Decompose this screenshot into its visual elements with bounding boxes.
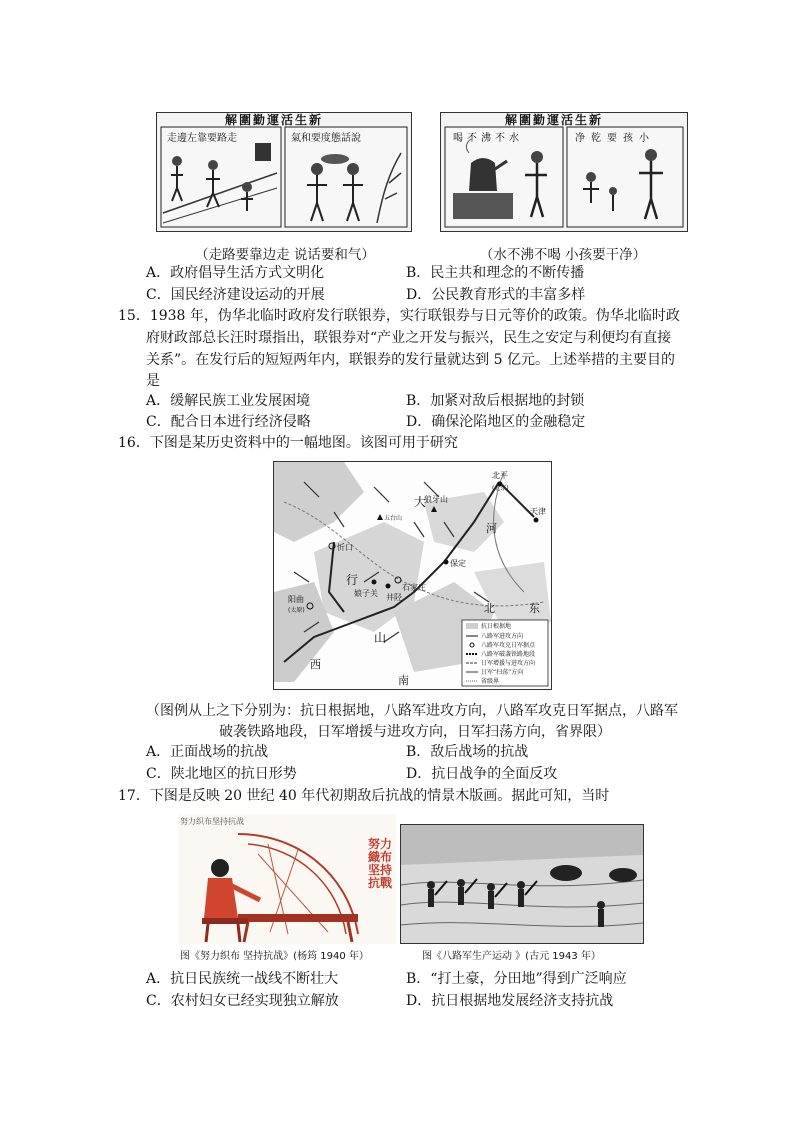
q17-print-right	[400, 824, 644, 944]
q17-caption-right: 图《八路军生产运动 》(古元 1943 年）	[422, 951, 601, 962]
q17-stem: 17．下图是反映 20 世纪 40 年代初期敌后抗战的情景木版画。据此可知，当时	[118, 788, 610, 804]
q16-option-a[interactable]: A．正面战场的抗战	[146, 744, 269, 760]
map-label-jingxing: 井陉	[386, 593, 402, 602]
q14-option-a[interactable]: A．政府倡导生活方式文明化	[146, 265, 325, 281]
q16-stem: 16．下图是某历史资料中的一幅地图。该图可用于研究	[118, 435, 458, 451]
q15-stem-line-1: 15．1938 年，伪华北临时政府发行联银券，实行联银券与日元等价的政策。伪华北临时政	[118, 308, 680, 324]
cartoon-left-panel2-text: 氣和要度態話說	[291, 133, 361, 144]
q17-print-left	[178, 814, 396, 944]
map-label-da: 大	[414, 495, 427, 509]
q15-option-d[interactable]: D．确保沦陷地区的金融稳定	[406, 414, 586, 430]
map-label-dong: 东	[529, 602, 540, 615]
legend-item-4: 八路军破袭铁路地段	[481, 651, 536, 658]
q14-option-b[interactable]: B．民主共和理念的不断传播	[406, 265, 585, 281]
map-label-beiping: 北平	[492, 471, 508, 480]
q15-stem-line-2: 府财政部总长汪时璟指出，联银券对“产业之开发与振兴，民生之安定与利便均有直接	[146, 330, 672, 346]
map-label-nan: 南	[398, 674, 409, 687]
q16-map-legend	[462, 620, 548, 686]
q17-option-a[interactable]: A．抗日民族统一战线不断壮大	[146, 971, 339, 987]
q16-map	[273, 461, 552, 690]
q14-option-d[interactable]: D．公民教育形式的丰富多样	[406, 287, 586, 303]
legend-item-6: 日军“扫荡”方向	[481, 669, 524, 676]
legend-item-1: 抗日根据地	[481, 623, 512, 630]
map-label-langya: 狼牙山	[424, 495, 448, 504]
map-label-xinkou: 忻口	[337, 543, 353, 552]
cartoon-left	[156, 112, 412, 232]
map-label-tianjin: 天津	[530, 507, 546, 516]
q15-stem-line-4: 是	[146, 373, 160, 389]
q17-option-c[interactable]: C．农村妇女已经实现独立解放	[146, 993, 339, 1009]
q15-stem-line-3: 关系”。在发行后的短短两年内，联银券的发行量就达到 5 亿元。上述举措的主要目的	[146, 352, 675, 368]
map-label-baoding: 保定	[450, 559, 466, 568]
cartoon-right	[440, 112, 688, 232]
q17-print-left-corner-text: 努力织布坚持抗战	[180, 817, 244, 826]
cartoon-left-title: 解圍勤運活生新	[225, 113, 324, 127]
legend-item-5: 日军增援与进攻方向	[481, 660, 536, 667]
q17-option-b[interactable]: B．“打土豪，分田地”得到广泛响应	[406, 971, 627, 987]
cartoon-right-panel1-text: 喝不沸不水	[453, 133, 523, 144]
cartoon-left-panel1-text: 走邊左靠要路走	[167, 133, 237, 144]
q16-map-drawing	[274, 462, 551, 689]
legend-item-2: 八路军进攻方向	[481, 633, 524, 640]
q14-caption-left: （走路要靠边走 说话要和气）	[195, 247, 375, 263]
map-label-niangziguan: 娘子关	[354, 589, 378, 598]
q17-print-left-slogan: 努力織布 坚持抗戰	[368, 837, 393, 890]
q16-caption-line-1: （图例从上之下分别为：抗日根据地，八路军进攻方向，八路军攻克日军据点，八路军	[146, 703, 678, 719]
q17-option-d[interactable]: D．抗日根据地发展经济支持抗战	[406, 993, 614, 1009]
map-label-xi: 西	[310, 658, 321, 671]
q16-caption-line-2: 破袭铁路地段，日军增援与进攻方向，日军扫荡方向，省界限）	[219, 724, 611, 740]
map-label-xing: 行	[346, 573, 359, 587]
q15-option-c[interactable]: C．配合日本进行经济侵略	[146, 414, 311, 430]
q16-option-d[interactable]: D．抗日战争的全面反攻	[406, 766, 558, 782]
map-label-shan: 山	[374, 631, 387, 645]
map-label-he: 河	[486, 522, 497, 535]
legend-item-7: 省级界	[481, 678, 500, 685]
map-label-shijiazhuang: 石家庄	[402, 583, 426, 592]
legend-item-3: 八路军攻克日军据点	[481, 642, 536, 649]
q14-caption-right: （水不沸不喝 小孩要干净）	[479, 247, 647, 263]
q17-print-right-drawing	[401, 825, 643, 943]
map-label-yangqu: 阳曲	[288, 595, 304, 604]
map-label-beiping-sub: (北京)	[492, 485, 509, 492]
map-label-wutai: 五台山	[384, 515, 403, 522]
map-label-yangqu-sub: (太原)	[288, 607, 305, 614]
cartoon-right-title: 解圍勤運活生新	[505, 113, 604, 127]
cartoon-right-panel2-text: 净乾要孩小	[575, 133, 655, 144]
q16-option-c[interactable]: C．陕北地区的抗日形势	[146, 766, 297, 782]
map-label-bei: 北	[484, 602, 495, 615]
q17-print-left-drawing	[178, 814, 396, 944]
q15-option-b[interactable]: B．加紧对敌后根据地的封锁	[406, 393, 585, 409]
q17-caption-left: 图《努力织布 坚持抗战》(杨筠 1940 年）	[180, 951, 369, 962]
q15-option-a[interactable]: A．缓解民族工业发展困境	[146, 393, 311, 409]
q16-option-b[interactable]: B．敌后战场的抗战	[406, 744, 529, 760]
q14-option-c[interactable]: C．国民经济建设运动的开展	[146, 287, 325, 303]
